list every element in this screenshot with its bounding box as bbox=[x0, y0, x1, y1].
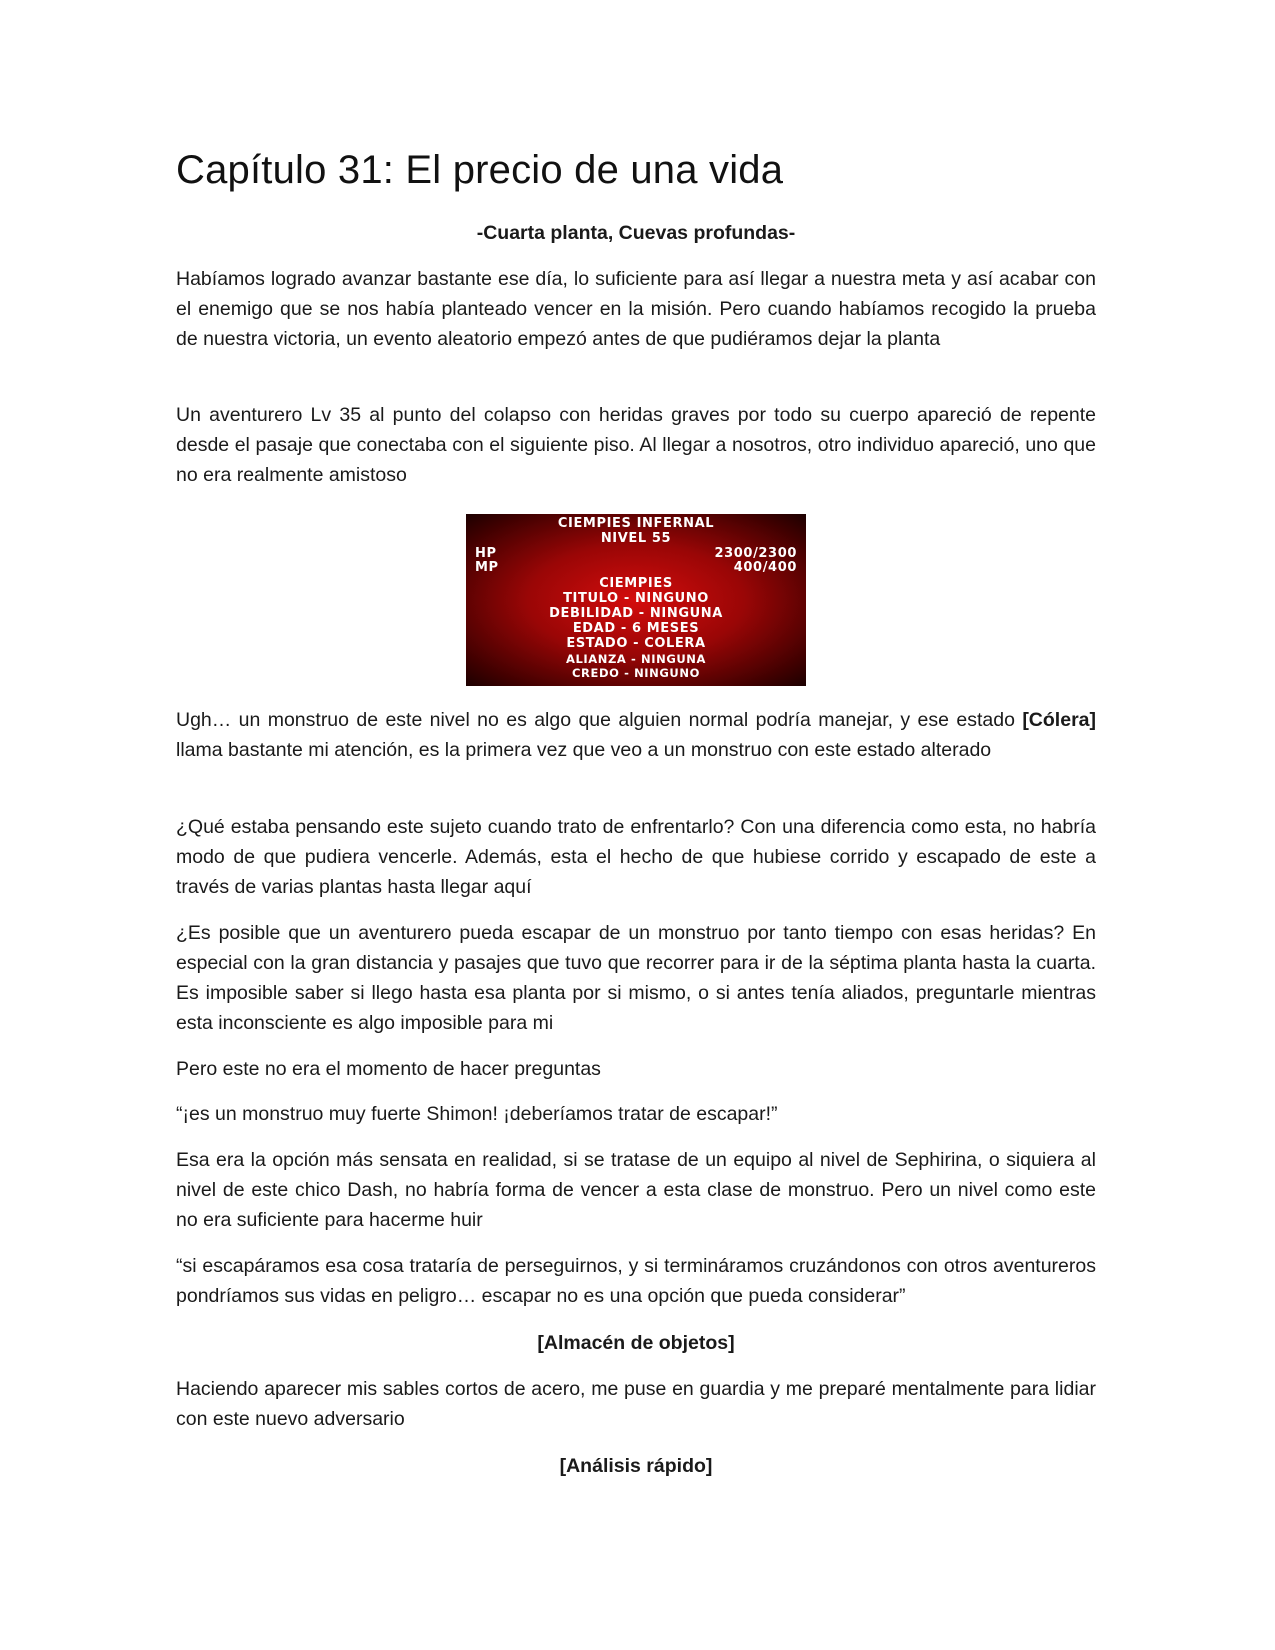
monster-status-window bbox=[466, 514, 806, 686]
chapter-title: Capítulo 31: El precio de una vida bbox=[176, 148, 784, 192]
monster-creed: CREDO - NINGUNO bbox=[572, 666, 700, 680]
paragraph-2: Un aventurero Lv 35 al punto del colapso con heridas graves por todo su cuerpo apareció de repente desde el pasaje que conectaba con el siguiente piso. Al llegar a nosotros, otro individuo apareció, uno que no era realmente amistoso bbox=[176, 404, 1096, 486]
monster-title: TITULO - NINGUNO bbox=[563, 591, 709, 606]
paragraph-1: Habíamos logrado avanzar bastante ese día, lo suficiente para así llegar a nuestra meta y así acabar con el enemigo que se nos había planteado vencer en la misión. Pero cuando habíamos recogido la prueba de nuestra victoria, un evento aleatorio empezó antes de que pudiéramos dejar la planta bbox=[176, 268, 1096, 350]
mp-value: 400/400 bbox=[733, 560, 797, 575]
monster-age: EDAD - 6 MESES bbox=[572, 621, 700, 636]
monster-name: CIEMPIES INFERNAL bbox=[557, 516, 715, 531]
paragraph-8: Esa era la opción más sensata en realidad, si se tratase de un equipo al nivel de Sephirina, o siquiera al nivel de este chico Dash, no habría forma de vencer a esta clase de monstruo. Pero un nivel como este no era suficiente para hacerme huir bbox=[176, 1149, 1096, 1231]
monster-state: ESTADO - COLERA bbox=[566, 636, 706, 651]
skill-item-storage: [Almacén de objetos] bbox=[537, 1332, 735, 1354]
paragraph-3 bbox=[176, 705, 1096, 765]
location-heading: -Cuarta planta, Cuevas profundas- bbox=[476, 222, 796, 244]
paragraph-10: Haciendo aparecer mis sables cortos de acero, me puse en guardia y me preparé mentalmente para lidiar con este nuevo adversario bbox=[176, 1378, 1096, 1430]
monster-race: CIEMPIES bbox=[599, 576, 673, 591]
paragraph-9-dialogue: “si escapáramos esa cosa trataría de perseguirnos, y si termináramos cruzándonos con otros aventureros pondríamos sus vidas en peligro… escapar no es una opción que pueda considerar” bbox=[176, 1255, 1096, 1307]
paragraph-3-text-b: llama bastante mi atención, es la primera vez que veo a un monstruo con este estado alterado bbox=[176, 739, 992, 761]
hp-label: HP bbox=[475, 546, 497, 561]
hp-value: 2300/2300 bbox=[714, 546, 797, 561]
paragraph-6: Pero este no era el momento de hacer preguntas bbox=[176, 1058, 601, 1080]
paragraph-5: ¿Es posible que un aventurero pueda escapar de un monstruo por tanto tiempo con esas heridas? En especial con la gran distancia y pasajes que tuvo que recorrer para ir de la séptima planta hasta la cuarta. Es imposible saber si llego hasta esa planta por si mismo, o si antes tenía aliados, preguntarle mientras esta inconsciente es algo imposible para mi bbox=[176, 922, 1096, 1034]
colera-state-term: [Cólera] bbox=[1022, 709, 1096, 731]
monster-level: NIVEL 55 bbox=[600, 531, 672, 546]
monster-weakness: DEBILIDAD - NINGUNA bbox=[549, 606, 723, 621]
paragraph-4: ¿Qué estaba pensando este sujeto cuando trato de enfrentarlo? Con una diferencia como esta, no habría modo de que pudiera vencerle. Además, esta el hecho de que hubiese corrido y escapado de este a través de varias plantas hasta llegar aquí bbox=[176, 816, 1096, 898]
monster-alliance: ALIANZA - NINGUNA bbox=[565, 652, 707, 666]
paragraph-3-text-a: Ugh… un monstruo de este nivel no es algo que alguien normal podría manejar, y ese estado bbox=[176, 709, 1023, 731]
mp-label: MP bbox=[475, 560, 499, 575]
paragraph-7-dialogue: “¡es un monstruo muy fuerte Shimon! ¡deberíamos tratar de escapar!” bbox=[176, 1103, 778, 1125]
skill-quick-analysis: [Análisis rápido] bbox=[559, 1455, 713, 1477]
